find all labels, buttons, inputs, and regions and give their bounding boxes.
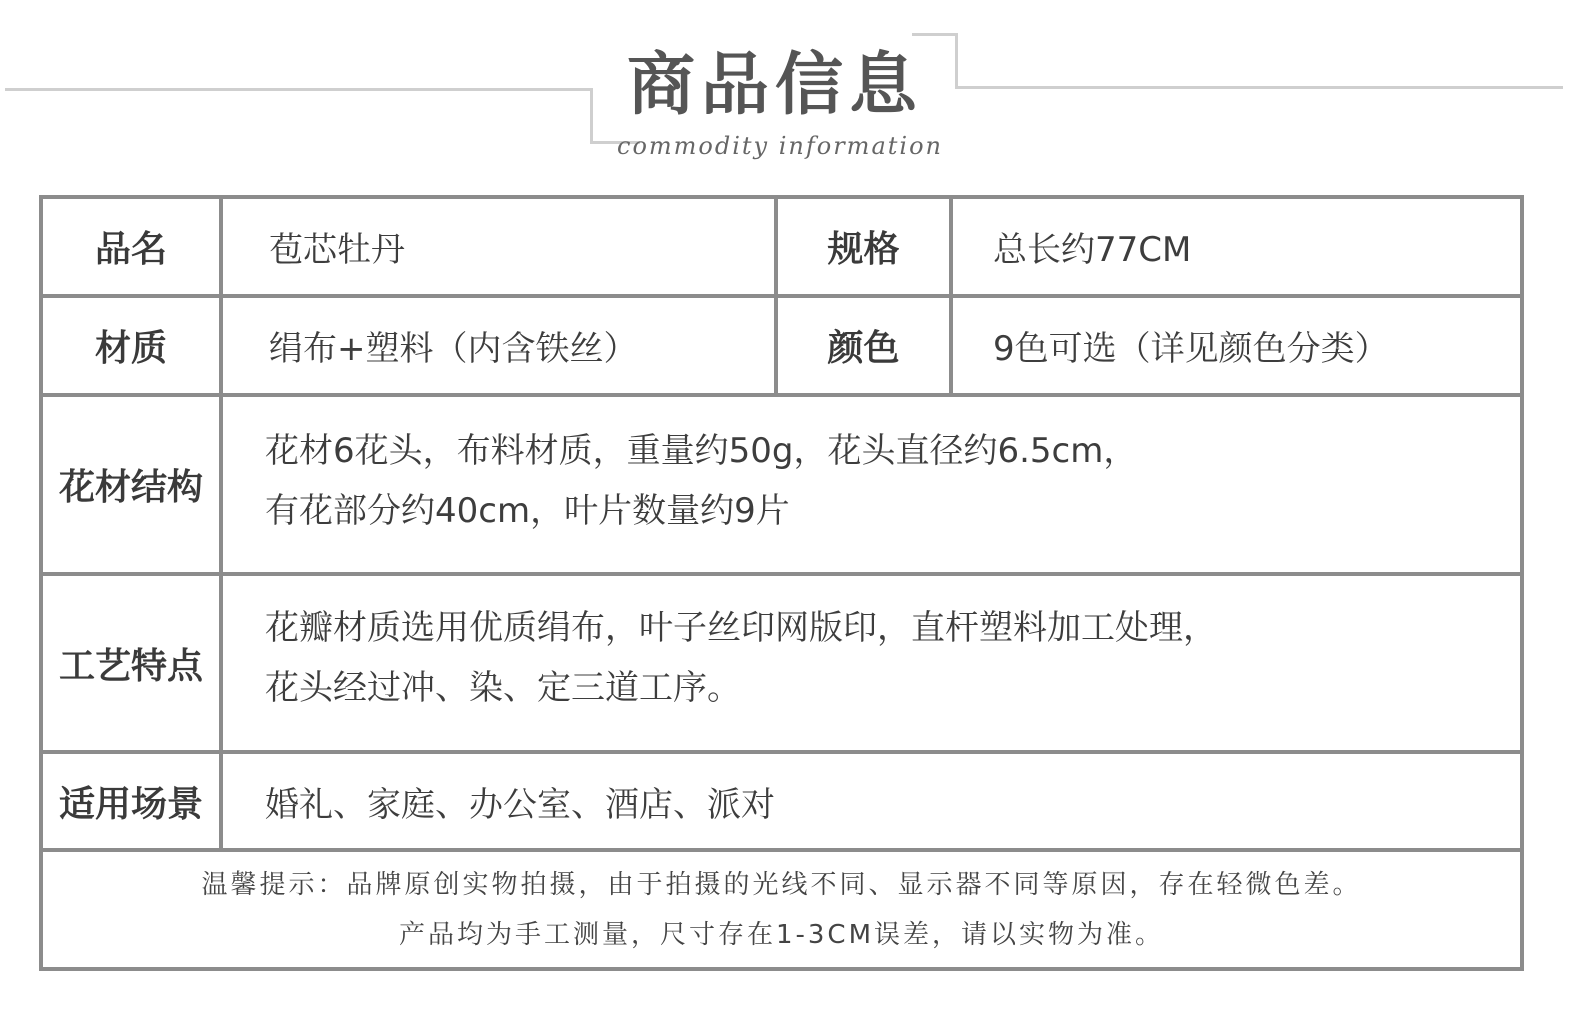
spec-row-material (43, 298, 1520, 397)
value-color-text: 9色可选（详见颜色分类） (993, 329, 1389, 369)
craft-line-2: 花头经过冲、染、定三道工序。 (265, 668, 741, 708)
header-line-left (5, 88, 593, 91)
note-line-1: 温馨提示：品牌原创实物拍摄，由于拍摄的光线不同、显示器不同等原因，存在轻微色差。 (201, 869, 1362, 900)
label-craft-text: 工艺特点 (58, 645, 203, 687)
label-scenes (43, 754, 223, 848)
value-product-name-text: 苞芯牡丹 (269, 230, 405, 270)
spec-row-name (43, 199, 1520, 298)
value-scenes-text: 婚礼、家庭、办公室、酒店、派对 (265, 784, 775, 825)
label-material-text: 材质 (94, 328, 167, 369)
value-spec-text: 总长约77CM (993, 230, 1192, 270)
structure-line-2: 有花部分约40cm，叶片数量约9片 (265, 490, 790, 531)
label-color-text: 颜色 (827, 328, 900, 369)
value-material (223, 298, 778, 393)
label-product-name-text: 品名 (94, 229, 167, 270)
structure-line-1: 花材6花头，布料材质，重量约50g，花头直径约6.5cm， (265, 430, 1138, 471)
value-color (953, 298, 1520, 393)
header-line-right-top (912, 33, 958, 36)
value-structure (223, 397, 1520, 572)
spec-row-craft (43, 576, 1520, 754)
value-product-name (223, 199, 778, 294)
label-material (43, 298, 223, 393)
value-material-text: 绢布+塑料（内含铁丝） (269, 329, 638, 369)
craft-line-1: 花瓣材质选用优质绢布，叶子丝印网版印，直杆塑料加工处理， (265, 608, 1217, 648)
label-color (778, 298, 953, 393)
label-structure (43, 397, 223, 572)
page-subtitle: commodity information (617, 132, 943, 160)
header-line-right (955, 86, 1563, 89)
spec-row-scenes (43, 754, 1520, 852)
label-spec (778, 199, 953, 294)
label-structure-text: 花材结构 (58, 467, 203, 508)
note-line-2: 产品均为手工测量，尺寸存在1-3CM误差，请以实物为准。 (398, 919, 1165, 950)
label-scenes-text: 适用场景 (58, 783, 203, 825)
label-product-name (43, 199, 223, 294)
page-title: 商品信息 (626, 46, 923, 125)
warm-tip-note (43, 852, 1520, 967)
value-scenes (223, 754, 1520, 848)
spec-row-structure (43, 397, 1520, 576)
label-spec-text: 规格 (827, 229, 900, 270)
label-craft (43, 576, 223, 750)
value-spec (953, 199, 1520, 294)
value-craft (223, 576, 1520, 750)
spec-table (39, 195, 1524, 971)
